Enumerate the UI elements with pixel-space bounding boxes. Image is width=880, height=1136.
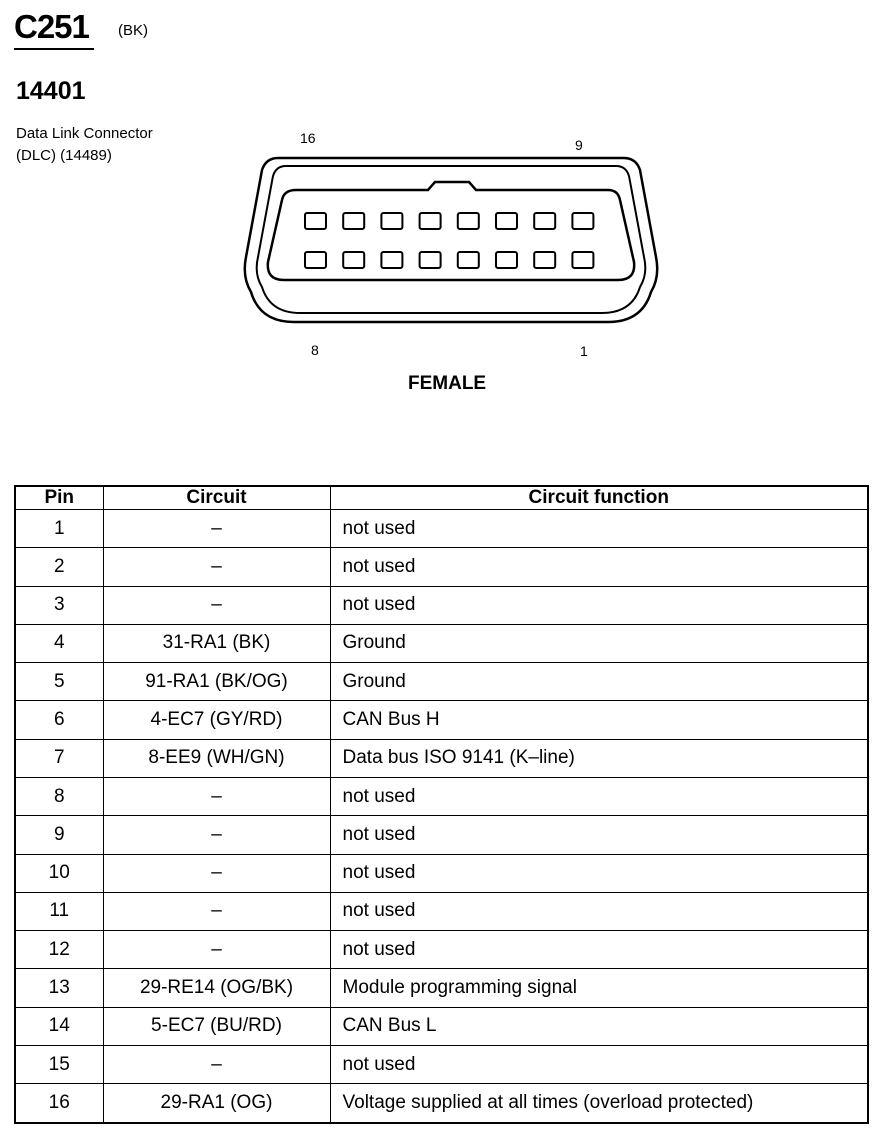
pin-8-label: 8 xyxy=(311,342,319,358)
connector-inner-shell xyxy=(257,166,646,313)
circuit-cell: 29-RE14 (OG/BK) xyxy=(103,969,330,1007)
circuit-cell: 8-EE9 (WH/GN) xyxy=(103,739,330,777)
pin-16-label: 16 xyxy=(300,130,316,146)
pin-number-cell: 9 xyxy=(15,816,103,854)
pin-number-cell: 3 xyxy=(15,586,103,624)
table-row xyxy=(15,586,868,624)
connector-id-underline xyxy=(14,48,94,50)
circuit-cell: – xyxy=(103,1045,330,1083)
circuit-cell: – xyxy=(103,931,330,969)
pin-number-cell: 11 xyxy=(15,892,103,930)
table-row xyxy=(15,548,868,586)
table-row xyxy=(15,854,868,892)
part-number: 14401 xyxy=(16,77,86,105)
circuit-function-cell: Voltage supplied at all times (overload protected) xyxy=(330,1084,868,1123)
pin-cavity xyxy=(381,252,402,268)
pin-cavity xyxy=(572,252,593,268)
pin-cavity xyxy=(305,213,326,229)
pin-number-cell: 12 xyxy=(15,931,103,969)
circuit-cell: – xyxy=(103,816,330,854)
connector-id: C251 xyxy=(14,8,89,45)
pin-cavity xyxy=(343,252,364,268)
circuit-function-cell: CAN Bus H xyxy=(330,701,868,739)
connector-gender-label: FEMALE xyxy=(408,373,487,394)
circuit-cell: – xyxy=(103,777,330,815)
circuit-cell: – xyxy=(103,892,330,930)
dlc-connector-diagram xyxy=(236,152,666,332)
pin-number-cell: 16 xyxy=(15,1084,103,1123)
pin-number-cell: 13 xyxy=(15,969,103,1007)
circuit-function-cell: Ground xyxy=(330,624,868,662)
pin-1-label: 1 xyxy=(580,343,588,359)
pin-number-cell: 8 xyxy=(15,777,103,815)
table-row xyxy=(15,663,868,701)
pin-number-cell: 10 xyxy=(15,854,103,892)
circuit-function-cell: Data bus ISO 9141 (K–line) xyxy=(330,739,868,777)
pin-number-cell: 14 xyxy=(15,1007,103,1045)
connector-cavity xyxy=(268,182,634,280)
pin-cavity xyxy=(572,213,593,229)
circuit-function-cell: Ground xyxy=(330,663,868,701)
pin-cavity xyxy=(534,213,555,229)
circuit-function-cell: Module programming signal xyxy=(330,969,868,1007)
table-row xyxy=(15,777,868,815)
pin-number-cell: 6 xyxy=(15,701,103,739)
pin-cavity xyxy=(534,252,555,268)
circuit-cell: 91-RA1 (BK/OG) xyxy=(103,663,330,701)
pin-column-header: Pin xyxy=(15,486,103,510)
pin-cavity xyxy=(305,252,326,268)
table-row xyxy=(15,739,868,777)
circuit-function-cell: not used xyxy=(330,510,868,548)
pin-number-cell: 4 xyxy=(15,624,103,662)
pin-cavity xyxy=(458,252,479,268)
pin-cavity xyxy=(458,213,479,229)
circuit-cell: – xyxy=(103,586,330,624)
table-row xyxy=(15,1007,868,1045)
table-row xyxy=(15,624,868,662)
table-header-row xyxy=(15,486,868,510)
circuit-function-cell: not used xyxy=(330,854,868,892)
circuit-function-cell: not used xyxy=(330,1045,868,1083)
circuit-column-header: Circuit xyxy=(103,486,330,510)
pin-9-label: 9 xyxy=(575,137,583,153)
circuit-cell: 29-RA1 (OG) xyxy=(103,1084,330,1123)
table-row xyxy=(15,816,868,854)
table-row xyxy=(15,931,868,969)
table-row xyxy=(15,1084,868,1123)
connector-description-part: (DLC) (14489) xyxy=(16,147,112,164)
pin-number-cell: 15 xyxy=(15,1045,103,1083)
table-row xyxy=(15,701,868,739)
pin-number-cell: 7 xyxy=(15,739,103,777)
table-row xyxy=(15,510,868,548)
circuit-function-cell: not used xyxy=(330,586,868,624)
table-row xyxy=(15,969,868,1007)
circuit-function-cell: CAN Bus L xyxy=(330,1007,868,1045)
pin-cavity xyxy=(343,213,364,229)
pin-cavity xyxy=(420,213,441,229)
pin-cavity xyxy=(381,213,402,229)
connector-color: (BK) xyxy=(118,22,148,39)
pin-cavity xyxy=(496,252,517,268)
pin-table xyxy=(14,485,869,1124)
circuit-cell: 4-EC7 (GY/RD) xyxy=(103,701,330,739)
table-row xyxy=(15,1045,868,1083)
pin-number-cell: 2 xyxy=(15,548,103,586)
circuit-function-cell: not used xyxy=(330,548,868,586)
circuit-cell: – xyxy=(103,548,330,586)
circuit-cell: – xyxy=(103,854,330,892)
function-column-header: Circuit function xyxy=(330,486,868,510)
circuit-function-cell: not used xyxy=(330,777,868,815)
circuit-function-cell: not used xyxy=(330,816,868,854)
circuit-cell: – xyxy=(103,510,330,548)
circuit-function-cell: not used xyxy=(330,931,868,969)
circuit-function-cell: not used xyxy=(330,892,868,930)
circuit-cell: 31-RA1 (BK) xyxy=(103,624,330,662)
pin-cavity xyxy=(420,252,441,268)
pin-number-cell: 5 xyxy=(15,663,103,701)
table-row xyxy=(15,892,868,930)
pin-number-cell: 1 xyxy=(15,510,103,548)
connector-description: Data Link Connector xyxy=(16,125,153,142)
circuit-cell: 5-EC7 (BU/RD) xyxy=(103,1007,330,1045)
pin-cavity xyxy=(496,213,517,229)
